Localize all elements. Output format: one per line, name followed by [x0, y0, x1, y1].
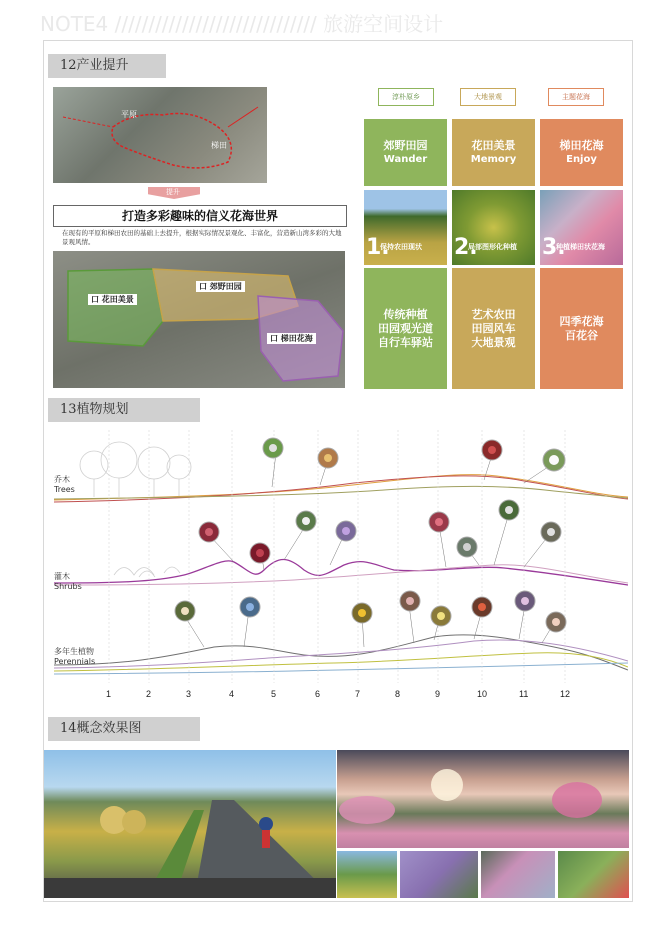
column-photo-2: [452, 190, 535, 265]
column-title-tile-2: [452, 119, 535, 186]
layer-shrubs-cn: 灌木: [54, 572, 70, 581]
page-header: NOTE4 ////////////////////////////// 旅游空间设计: [40, 12, 444, 36]
layer-trees-label: [54, 475, 75, 495]
map-label-titian: 梯田: [211, 141, 227, 150]
month-8: 8: [395, 689, 401, 699]
column-bottom-3-line1: 四季花海: [559, 314, 604, 328]
section14-label: 14概念效果图: [48, 717, 200, 741]
column-bottom-2-line2: 田园风车: [471, 321, 516, 335]
column-caption-3: 种植梯田状花海: [556, 243, 605, 251]
column-tag-1: 淳朴原乡: [378, 88, 434, 106]
layer-shrubs-label: [54, 572, 82, 592]
upgrade-arrow-label: 提升: [166, 188, 180, 196]
thumbnail-3: [481, 851, 555, 898]
column-bottom-2-line3: 大地景观: [471, 335, 516, 349]
month-1: 1: [106, 689, 112, 699]
section12-desc: 在现有的平原和梯田农田的基础上去提升，根据实际情况景观化、丰富化，营造新山湾多彩的大地景观风情。: [62, 229, 342, 246]
column-num-1: 1.: [366, 235, 390, 260]
month-12: 12: [560, 689, 571, 699]
layer-perennials-label: [54, 647, 95, 667]
column-bottom-2-line1: 艺术农田: [471, 307, 516, 321]
column-bottom-1-line1: 传统种植: [383, 307, 428, 321]
rendering-bike-path: [44, 750, 336, 898]
column-tag-3: 主题花海: [548, 88, 604, 106]
column-photo-1: [364, 190, 447, 265]
zone-label-huatian: 口 花田美景: [88, 294, 137, 305]
planting-diagram: [54, 425, 628, 705]
zone-map: [53, 251, 345, 388]
column-bottom-tile-1: [364, 268, 447, 389]
column-bottom-1-line3: 自行车驿站: [378, 335, 433, 349]
column-title-3: 梯田花海: [559, 139, 604, 152]
column-caption-2: 局部图形化种植: [468, 243, 517, 251]
month-5: 5: [271, 689, 277, 699]
layer-shrubs-en: Shrubs: [54, 582, 82, 591]
column-bottom-tile-2: [452, 268, 535, 389]
layer-perennials-cn: 多年生植物: [54, 647, 94, 656]
section12-label: 12产业提升: [48, 54, 166, 78]
planting-diagram-svg: [54, 425, 628, 705]
month-3: 3: [186, 689, 192, 699]
thumbnail-2: [400, 851, 478, 898]
aerial-map: [53, 87, 267, 183]
month-9: 9: [435, 689, 441, 699]
thumbnail-4: [558, 851, 629, 898]
month-4: 4: [229, 689, 235, 699]
map-label-pingyuan: 平原: [121, 110, 137, 119]
column-num-3: 3.: [542, 235, 566, 260]
column-title-tile-1: [364, 119, 447, 186]
column-tag-2: 大地景观: [460, 88, 516, 106]
column-sub-2: Memory: [470, 154, 517, 165]
column-bottom-tile-3: [540, 268, 623, 389]
column-bottom-1-line2: 田园观光道: [378, 321, 433, 335]
zone-label-titian: 口 梯田花海: [267, 333, 316, 344]
thumbnail-1: [337, 851, 397, 898]
month-2: 2: [146, 689, 152, 699]
column-bottom-3-line2: 百花谷: [565, 328, 598, 342]
column-num-2: 2.: [454, 235, 478, 260]
column-caption-1: 保持农田现状: [380, 243, 422, 251]
month-10: 10: [477, 689, 488, 699]
column-title-1: 郊野田园: [383, 139, 428, 152]
section12-headline: 打造多彩趣味的信义花海世界: [53, 205, 347, 227]
layer-trees-en: Trees: [54, 485, 75, 494]
zone-label-jiaoye: 口 郊野田园: [196, 281, 245, 292]
section13-label: 13植物规划: [48, 398, 200, 422]
rendering-flower-hills: [337, 750, 629, 848]
column-sub-3: Enjoy: [566, 154, 597, 165]
column-title-2: 花田美景: [471, 139, 516, 152]
month-6: 6: [315, 689, 321, 699]
column-title-tile-3: [540, 119, 623, 186]
column-photo-3: [540, 190, 623, 265]
layer-perennials-en: Perennials: [54, 657, 96, 666]
month-11: 11: [519, 689, 529, 699]
month-7: 7: [355, 689, 361, 699]
column-sub-1: Wander: [383, 154, 428, 165]
layer-trees-cn: 乔木: [54, 475, 70, 484]
